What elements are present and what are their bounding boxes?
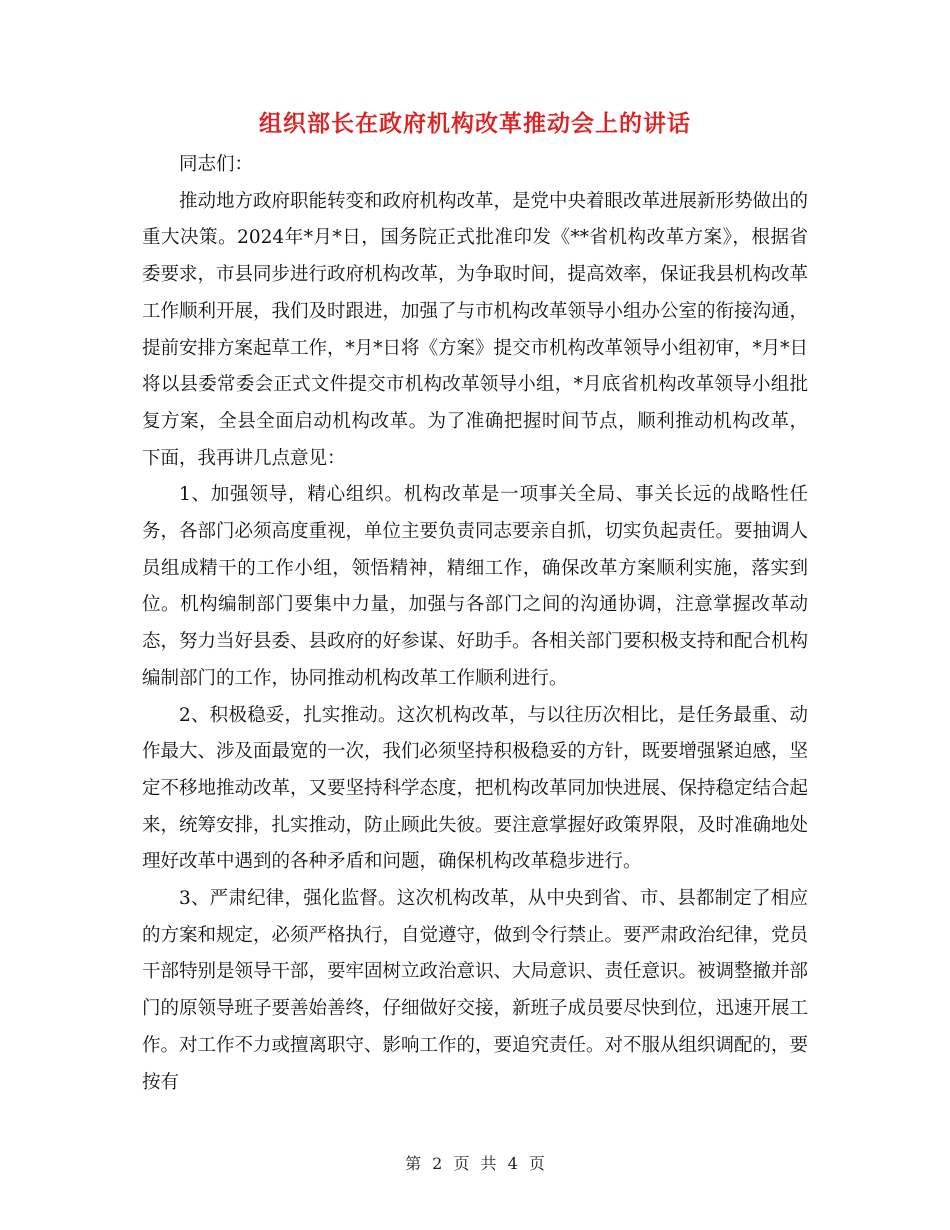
document-body (142, 147, 808, 1101)
paragraph-point-1: 1、加强领导，精心组织。机构改革是一项事关全局、事关长远的战略性任务，各部门必须高度重视，单位主要负责同志要亲自抓，切实负起责任。要抽调人员组成精干的工作小组，领悟精神，精细工作，确保改革方案顺利实施，落实到位。机构编制部门要集中力量，加强与各部门之间的沟通协调，注意掌握改革动态，努力当好县委、县政府的好参谋、好助手。各相关部门要积极支持和配合机构编制部门的工作，协同推动机构改革工作顺利进行。 (142, 484, 809, 689)
document-title: 组织部长在政府机构改革推动会上的讲话 (259, 110, 691, 137)
page-number-footer: 第 2 页 共 4 页 (405, 1154, 545, 1173)
paragraph-intro: 推动地方政府职能转变和政府机构改革，是党中央着眼改革进展新形势做出的重大决策。2024年*月*日，国务院正式批准印发《**省机构改革方案》，根据省委要求，市县同步进行政府机构改革，为争取时间，提高效率，保证我县机构改革工作顺利开展，我们及时跟进，加强了与市机构改革领导小组办公室的衔接沟通，提前安排方案起草工作，*月*日将《方案》提交市机构改革领导小组初审，*月*日将以县委常委会正式文件提交市机构改革领导小组，*月底省机构改革领导小组批复方案，全县全面启动机构改革。为了准确把握时间节点，顺利推动机构改革， 下面，我再讲几点意见： (142, 190, 809, 469)
paragraph-point-2: 2、积极稳妥，扎实推动。这次机构改革，与以往历次相比，是任务最重、动作最大、涉及面最宽的一次，我们必须坚持积极稳妥的方针，既要增强紧迫感，坚定不移地推动改革，又要坚持科学态度，把机构改革同加快进展、保持稳定结合起来，统筹安排，扎实推动，防止顾此失彼。要注意掌握好政策界限，及时准确地处理好改革中遇到的各种矛盾和问题，确保机构改革稳步进行。 (142, 704, 809, 873)
paragraph-point-3: 3、严肃纪律，强化监督。这次机构改革，从中央到省、市、县都制定了相应的方案和规定，必须严格执行，自觉遵守，做到令行禁止。要严肃政治纪律，党员干部特别是领导干部，要牢固树立政治意识、大局意识、责任意识。被调整撤并部门的原领导班子要善始善终，仔细做好交接，新班子成员要尽快到位，迅速开展工作。对工作不力或擅离职守、影响工作的，要追究责任。对不服从组织调配的，要按有 (142, 888, 809, 1093)
greeting: 同志们： (179, 154, 254, 175)
